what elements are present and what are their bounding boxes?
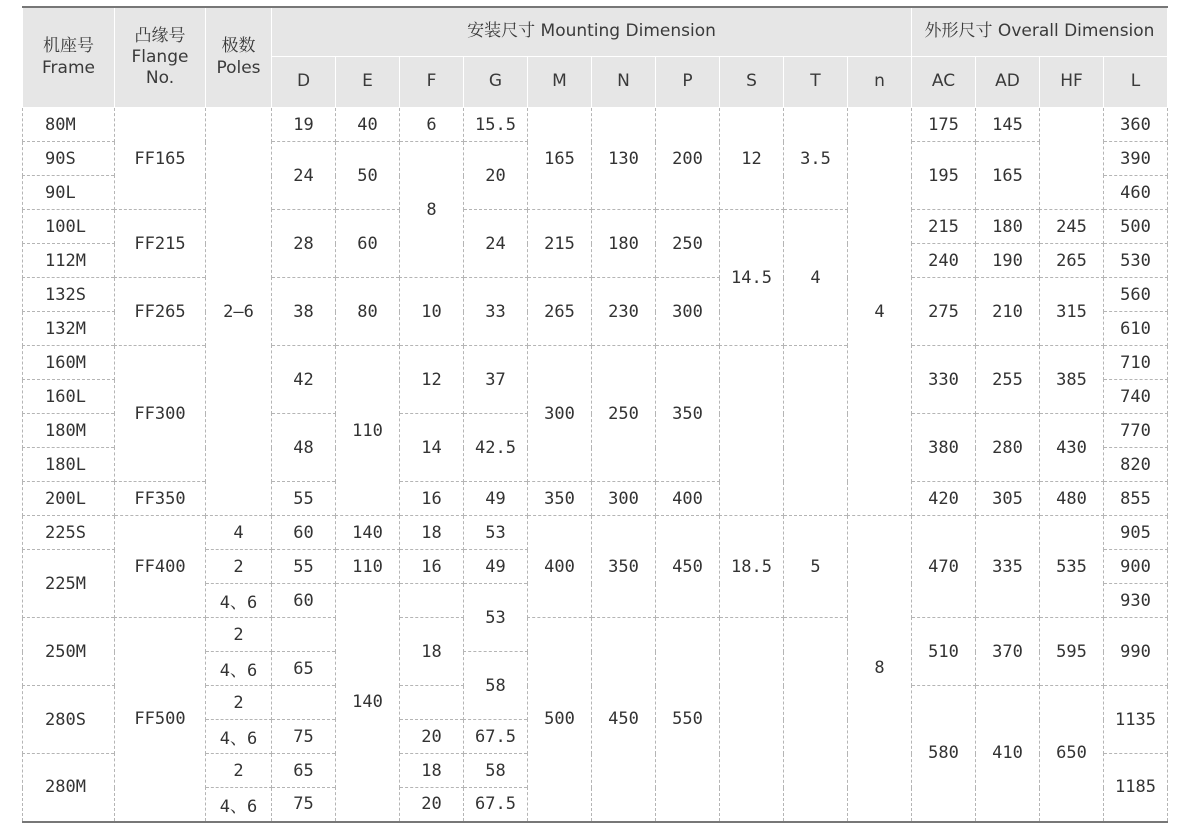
frame-cell: 200L [23, 482, 115, 516]
frame-cell: 132M [23, 312, 115, 346]
g-cell: 53 [464, 516, 528, 550]
header-col-d: D [272, 57, 336, 108]
d-cell: 75 [272, 788, 336, 822]
flange-cell: FF165 [115, 108, 206, 210]
header-col-f: F [400, 57, 464, 108]
d-cell: 60 [272, 516, 336, 550]
poles-cell: 4、6 [206, 584, 272, 618]
header-col-t: T [784, 57, 848, 108]
header-col-s: S [720, 57, 784, 108]
f-cell: 12 [400, 346, 464, 414]
ac-cell: 215 [912, 210, 976, 244]
hf-cell: 265 [1040, 244, 1104, 278]
hf-cell: 650 [1040, 686, 1104, 822]
l-cell: 900 [1104, 550, 1168, 584]
d-cell [272, 686, 336, 720]
poles-cell: 2 [206, 550, 272, 584]
g-cell: 49 [464, 550, 528, 584]
g-cell: 42.5 [464, 414, 528, 482]
table-row [23, 278, 1168, 312]
ad-cell: 180 [976, 210, 1040, 244]
m-cell: 300 [528, 346, 592, 482]
d-cell: 24 [272, 142, 336, 210]
p-cell: 200 [656, 108, 720, 210]
header-mounting-dimension: 安装尺寸 Mounting Dimension [272, 7, 912, 57]
header-col-ac: AC [912, 57, 976, 108]
l-cell: 390 [1104, 142, 1168, 176]
n-cell: 300 [592, 482, 656, 516]
g-cell: 53 [464, 584, 528, 652]
frame-cell: 80M [23, 108, 115, 142]
f-cell: 8 [400, 142, 464, 278]
f-cell: 10 [400, 278, 464, 346]
l-cell: 990 [1104, 618, 1168, 686]
s-cell: 12 [720, 108, 784, 210]
f-cell: 18 [400, 754, 464, 788]
ad-cell: 370 [976, 618, 1040, 686]
n-cell: 350 [592, 516, 656, 618]
d-cell: 65 [272, 754, 336, 788]
frame-cell: 90L [23, 176, 115, 210]
ad-cell: 210 [976, 278, 1040, 346]
g-cell: 58 [464, 754, 528, 788]
hf-cell: 480 [1040, 482, 1104, 516]
ad-cell: 280 [976, 414, 1040, 482]
e-cell: 60 [336, 210, 400, 278]
m-cell: 165 [528, 108, 592, 210]
s-cell: 18.5 [720, 516, 784, 618]
spec-table-container [22, 6, 1168, 823]
flange-cell: FF300 [115, 346, 206, 482]
motor-dimension-table [22, 6, 1168, 823]
ad-cell: 255 [976, 346, 1040, 414]
ac-cell: 380 [912, 414, 976, 482]
f-cell: 16 [400, 550, 464, 584]
e-cell: 110 [336, 550, 400, 584]
frame-cell: 160M [23, 346, 115, 380]
d-cell: 42 [272, 346, 336, 414]
m-cell: 400 [528, 516, 592, 618]
hf-cell: 430 [1040, 414, 1104, 482]
header-col-p: P [656, 57, 720, 108]
f-cell: 20 [400, 788, 464, 822]
m-cell: 265 [528, 278, 592, 346]
m-cell: 215 [528, 210, 592, 278]
l-cell: 1185 [1104, 754, 1168, 822]
frame-cell: 225M [23, 550, 115, 618]
f-cell: 20 [400, 720, 464, 754]
n-cell: 230 [592, 278, 656, 346]
f-cell: 18 [400, 516, 464, 550]
g-cell: 37 [464, 346, 528, 414]
header-col-n: N [592, 57, 656, 108]
poles-cell: 2 [206, 686, 272, 720]
n-cell: 250 [592, 346, 656, 482]
ad-cell: 190 [976, 244, 1040, 278]
poles-cell: 2 [206, 618, 272, 652]
f-cell: 16 [400, 482, 464, 516]
f-cell [400, 686, 464, 720]
d-cell: 55 [272, 550, 336, 584]
hf-cell: 245 [1040, 210, 1104, 244]
frame-cell: 100L [23, 210, 115, 244]
header-col-l: L [1104, 57, 1168, 108]
header-col-g: G [464, 57, 528, 108]
d-cell: 75 [272, 720, 336, 754]
ac-cell: 175 [912, 108, 976, 142]
d-cell [272, 618, 336, 652]
l-cell: 820 [1104, 448, 1168, 482]
frame-cell: 112M [23, 244, 115, 278]
p-cell: 550 [656, 618, 720, 822]
d-cell: 19 [272, 108, 336, 142]
l-cell: 560 [1104, 278, 1168, 312]
table-row [23, 108, 1168, 142]
table-row [23, 516, 1168, 550]
l-cell: 855 [1104, 482, 1168, 516]
d-cell: 60 [272, 584, 336, 618]
header-col-e: E [336, 57, 400, 108]
ad-cell: 305 [976, 482, 1040, 516]
header-col-ad: AD [976, 57, 1040, 108]
n-cell: 450 [592, 618, 656, 822]
m-cell: 350 [528, 482, 592, 516]
d-cell: 65 [272, 652, 336, 686]
e-cell: 140 [336, 584, 400, 822]
f-cell: 14 [400, 414, 464, 482]
poles-cell: 4 [206, 516, 272, 550]
hf-cell: 385 [1040, 346, 1104, 414]
ad-cell: 165 [976, 142, 1040, 210]
flange-cell: FF400 [115, 516, 206, 618]
poles-cell: 4、6 [206, 652, 272, 686]
p-cell: 300 [656, 278, 720, 346]
ac-cell: 195 [912, 142, 976, 210]
g-cell: 49 [464, 482, 528, 516]
frame-cell: 180L [23, 448, 115, 482]
header-poles: 极数 Poles [206, 7, 272, 108]
s-cell [720, 346, 784, 516]
header-flange: 凸缘号 Flange No. [115, 7, 206, 108]
p-cell: 350 [656, 346, 720, 482]
table-row [23, 482, 1168, 516]
p-cell: 250 [656, 210, 720, 278]
n-cell: 180 [592, 210, 656, 278]
ad-cell: 145 [976, 108, 1040, 142]
frame-cell: 160L [23, 380, 115, 414]
l-cell: 530 [1104, 244, 1168, 278]
m-cell: 500 [528, 618, 592, 822]
e-cell: 40 [336, 108, 400, 142]
t-cell: 3.5 [784, 108, 848, 210]
s-cell: 14.5 [720, 210, 784, 346]
poles-cell: 4、6 [206, 720, 272, 754]
ac-cell: 330 [912, 346, 976, 414]
d-cell: 55 [272, 482, 336, 516]
g-cell: 24 [464, 210, 528, 278]
n-holes-cell: 4 [848, 108, 912, 516]
d-cell: 28 [272, 210, 336, 278]
ad-cell: 335 [976, 516, 1040, 618]
header-col-hf: HF [1040, 57, 1104, 108]
n-holes-cell: 8 [848, 516, 912, 822]
table-row [23, 618, 1168, 652]
l-cell: 905 [1104, 516, 1168, 550]
header-col-n-holes: n [848, 57, 912, 108]
e-cell: 140 [336, 516, 400, 550]
frame-cell: 280M [23, 754, 115, 822]
flange-cell: FF350 [115, 482, 206, 516]
l-cell: 500 [1104, 210, 1168, 244]
header-col-m: M [528, 57, 592, 108]
g-cell: 67.5 [464, 720, 528, 754]
ac-cell: 420 [912, 482, 976, 516]
f-cell: 6 [400, 108, 464, 142]
d-cell: 38 [272, 278, 336, 346]
header-frame: 机座号 Frame [23, 7, 115, 108]
l-cell: 930 [1104, 584, 1168, 618]
g-cell: 67.5 [464, 788, 528, 822]
ac-cell: 240 [912, 244, 976, 278]
t-cell: 5 [784, 516, 848, 618]
hf-cell: 595 [1040, 618, 1104, 686]
frame-cell: 250M [23, 618, 115, 686]
e-cell: 50 [336, 142, 400, 210]
poles-cell: 4、6 [206, 788, 272, 822]
table-row [23, 210, 1168, 244]
l-cell: 740 [1104, 380, 1168, 414]
e-cell: 110 [336, 346, 400, 516]
g-cell: 20 [464, 142, 528, 210]
e-cell: 80 [336, 278, 400, 346]
table-row [23, 346, 1168, 380]
poles-cell: 2 [206, 754, 272, 788]
ac-cell: 580 [912, 686, 976, 822]
l-cell: 1135 [1104, 686, 1168, 754]
p-cell: 450 [656, 516, 720, 618]
f-cell: 18 [400, 618, 464, 686]
header-overall-dimension: 外形尺寸 Overall Dimension [912, 7, 1168, 57]
ac-cell: 470 [912, 516, 976, 618]
l-cell: 710 [1104, 346, 1168, 380]
ac-cell: 510 [912, 618, 976, 686]
t-cell [784, 618, 848, 822]
g-cell: 15.5 [464, 108, 528, 142]
poles-cell: 2–6 [206, 108, 272, 516]
f-cell [400, 584, 464, 618]
t-cell: 4 [784, 210, 848, 346]
l-cell: 360 [1104, 108, 1168, 142]
l-cell: 610 [1104, 312, 1168, 346]
flange-cell: FF500 [115, 618, 206, 822]
l-cell: 460 [1104, 176, 1168, 210]
frame-cell: 90S [23, 142, 115, 176]
frame-cell: 225S [23, 516, 115, 550]
ac-cell: 275 [912, 278, 976, 346]
d-cell: 48 [272, 414, 336, 482]
l-cell: 770 [1104, 414, 1168, 448]
frame-cell: 180M [23, 414, 115, 448]
flange-cell: FF215 [115, 210, 206, 278]
flange-cell: FF265 [115, 278, 206, 346]
n-cell: 130 [592, 108, 656, 210]
g-cell: 58 [464, 652, 528, 720]
hf-cell: 535 [1040, 516, 1104, 618]
t-cell [784, 346, 848, 516]
hf-cell [1040, 108, 1104, 210]
frame-cell: 280S [23, 686, 115, 754]
p-cell: 400 [656, 482, 720, 516]
hf-cell: 315 [1040, 278, 1104, 346]
ad-cell: 410 [976, 686, 1040, 822]
g-cell: 33 [464, 278, 528, 346]
frame-cell: 132S [23, 278, 115, 312]
s-cell [720, 618, 784, 822]
